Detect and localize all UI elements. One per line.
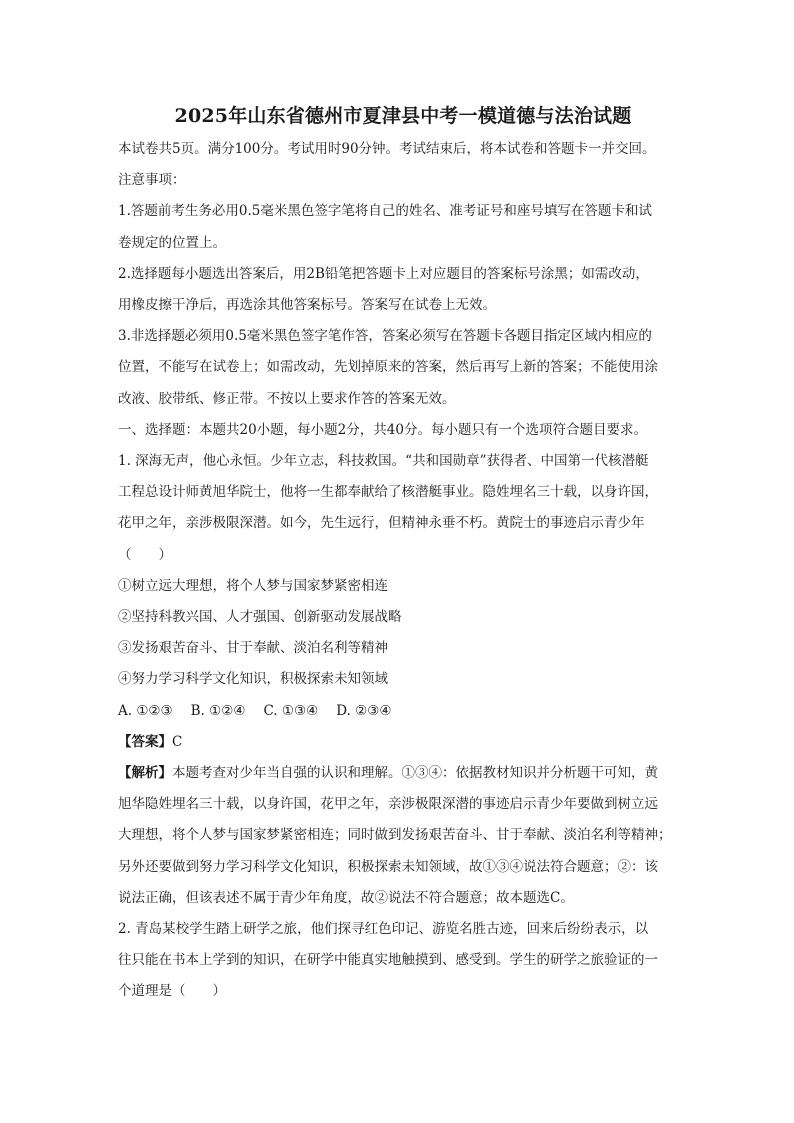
notes-heading: 注意事项：	[118, 172, 186, 189]
exam-page	[118, 100, 688, 1008]
exam-title: 2025年山东省德州市夏津县中考一模道德与法治试题	[174, 105, 632, 127]
note-3-line-2: 位置，不能写在试卷上；如需改动，先划掉原来的答案，然后再写上新的答案；不能使用涂	[118, 359, 658, 376]
question-1-blank: （ ）	[118, 546, 172, 563]
analysis-label: 【解析】	[118, 765, 172, 782]
question-1-line-2: 工程总设计师黄旭华院士，他将一生都奉献给了核潜艇事业。隐姓埋名三十载，以身许国，	[118, 484, 658, 501]
analysis-line-1	[118, 758, 688, 789]
question-1-statement-4: ④努力学习科学文化知识，积极探索未知领域	[118, 671, 388, 688]
option-d: D. ②③④	[336, 702, 392, 719]
note-3-line-3: 改液、胶带纸、修正带。不按以上要求作答的答案无效。	[118, 390, 456, 407]
note-1-line-1: 1.答题前考生务必用0.5毫米黑色签字笔将自己的姓名、准考证号和座号填写在答题卡和试	[118, 203, 652, 220]
option-c: C. ①③④	[263, 702, 319, 719]
question-1-statement-3: ③发扬艰苦奋斗、甘于奉献、淡泊名利等精神	[118, 640, 388, 657]
question-1-statement-1: ①树立远大理想，将个人梦与国家梦紧密相连	[118, 577, 388, 594]
answer-value: C	[172, 733, 183, 750]
answer-line	[118, 727, 688, 758]
note-2-line-2: 用橡皮擦干净后，再选涂其他答案标号。答案写在试卷上无效。	[118, 297, 496, 314]
analysis-text-1: 本题考查对少年当自强的认识和理解。①③④：依据教材知识并分析题干可知，黄	[172, 765, 658, 782]
question-1-line-1: 1. 深海无声，他心永恒。少年立志，科技救国。“共和国勋章”获得者、中国第一代核潜艇	[118, 453, 649, 470]
note-2-line-1: 2.选择题每小题选出答案后，用2B铅笔把答题卡上对应题目的答案标号涂黑；如需改动，	[118, 265, 649, 282]
section-heading: 一、选择题：本题共20小题，每小题2分，共40分。每小题只有一个选项符合题目要求。	[118, 421, 647, 438]
option-a: A. ①②③	[118, 702, 173, 719]
analysis-line-3: 大理想，将个人梦与国家梦紧密相连；同时做到发扬艰苦奋斗、甘于奉献、淡泊名利等精神；	[118, 827, 672, 844]
analysis-line-4: 另外还要做到努力学习科学文化知识，积极探索未知领域，故①③④说法符合题意；②：该	[118, 858, 658, 875]
note-1-line-2: 卷规定的位置上。	[118, 234, 226, 251]
question-1-line-3: 花甲之年，亲涉极限深潜。如今，先生远行，但精神永垂不朽。黄院士的事迹启示青少年	[118, 515, 645, 532]
option-b: B. ①②④	[190, 702, 246, 719]
analysis-line-5: 说法正确，但该表述不属于青少年角度，故②说法不符合题意；故本题选C。	[118, 889, 574, 906]
question-2-line-3: 个道理是（ ）	[118, 983, 226, 1000]
question-1-statement-2: ②坚持科教兴国、人才强国、创新驱动发展战略	[118, 609, 402, 626]
analysis-line-2: 旭华隐姓埋名三十载，以身许国，花甲之年，亲涉极限深潜的事迹启示青少年要做到树立远	[118, 796, 658, 813]
exam-intro: 本试卷共5页。满分100分。考试用时90分钟。考试结束后，将本试卷和答题卡一并交回。	[118, 141, 656, 157]
note-3-line-1: 3.非选择题必须用0.5毫米黑色签字笔作答，答案必须写在答题卡各题目指定区域内相应的	[118, 328, 652, 345]
question-2-line-1: 2. 青岛某校学生踏上研学之旅，他们探寻红色印记、游览名胜古迹，回来后纷纷表示，以	[118, 921, 649, 938]
question-2-line-2: 往只能在书本上学到的知识，在研学中能真实地触摸到、感受到。学生的研学之旅验证的一	[118, 952, 658, 969]
question-1-options	[118, 696, 688, 727]
answer-label: 【答案】	[118, 733, 172, 750]
